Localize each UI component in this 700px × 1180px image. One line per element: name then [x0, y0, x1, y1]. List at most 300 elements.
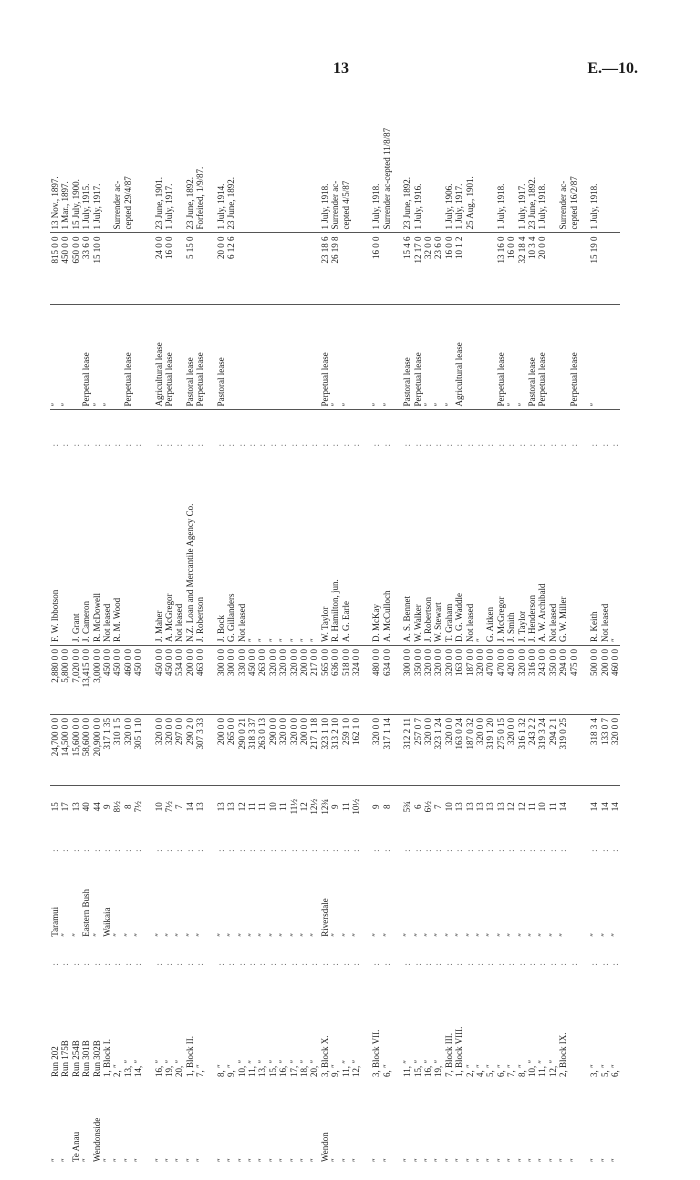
- spacer-cell: [361, 233, 371, 304]
- spacer-row: [579, 95, 589, 1165]
- cell-district: ″: [215, 1158, 226, 1162]
- cell-amount: 15 10 0: [92, 233, 102, 304]
- cell-dots: :: [381, 962, 392, 966]
- cell-district: ″: [298, 1158, 309, 1162]
- cell-district: ″: [267, 1158, 278, 1162]
- spacer-cell: [579, 410, 589, 479]
- cell-tenure: Pastoral lease: [402, 304, 412, 410]
- cell-dots3: :: [226, 442, 237, 447]
- table-row: [382, 95, 392, 1165]
- cell-run: ″: [475, 933, 486, 937]
- cell-rent: 200 0 0: [185, 646, 195, 715]
- cell-amount: [112, 233, 122, 304]
- cell-district: ″: [184, 1158, 195, 1162]
- cell-rent: 460 0 0: [123, 646, 133, 715]
- spacer-cell: [579, 646, 589, 715]
- table-row: [433, 95, 443, 1165]
- spacer-cell: [206, 873, 216, 940]
- cell-rent: 243 0 0: [537, 646, 547, 715]
- table-row: [226, 95, 236, 1165]
- cell-expiry: 23 June, 1901.: [154, 95, 164, 233]
- cell-section: 7, Block III.: [443, 1032, 454, 1077]
- cell-expiry: Surrender ac-: [558, 95, 568, 233]
- cell-district: ″: [236, 1158, 247, 1162]
- cell-lessee: A. McCulloch: [382, 479, 392, 646]
- cell-lessee: J. Smith: [506, 479, 516, 646]
- cell-section: [569, 988, 579, 1080]
- spacer-cell: [144, 786, 154, 827]
- spacer-cell: [361, 1080, 371, 1165]
- cell-tenure: [548, 304, 558, 410]
- cell-section: 2, ″: [112, 1064, 123, 1077]
- cell-amount: 12 17 0: [413, 233, 423, 304]
- cell-section: 15, ″: [412, 1059, 423, 1077]
- cell-dots: :: [609, 962, 620, 966]
- cell-dots3: :: [516, 442, 527, 447]
- cell-dots3: :: [278, 442, 289, 447]
- cell-dots: :: [423, 962, 433, 966]
- cell-lessee: G. W. Miller: [558, 479, 568, 646]
- cell-value: 316 1 32: [517, 715, 527, 786]
- cell-rent: 320 0 0: [423, 646, 433, 715]
- cell-section: 13, ″: [257, 1059, 268, 1077]
- spacer-cell: [144, 940, 154, 988]
- cell-rent: 7,020 0 0: [71, 646, 81, 715]
- table-row: [506, 95, 516, 1165]
- cell-value: 320 0 0: [423, 715, 433, 786]
- cell-dots: :: [112, 962, 123, 966]
- cell-lessee: [60, 479, 70, 646]
- cell-run: Waikaia: [102, 907, 113, 937]
- cell-dots3: :: [70, 442, 81, 447]
- page-number: 13: [333, 60, 349, 77]
- spacer-cell: [206, 233, 216, 304]
- cell-run: ″: [164, 933, 175, 937]
- cell-lessee: Not leased: [548, 479, 558, 646]
- cell-dots2: :: [257, 848, 268, 852]
- cell-dots2: :: [164, 848, 175, 852]
- cell-expiry: [133, 95, 143, 233]
- cell-section: 11, ″: [246, 1060, 257, 1077]
- cell-lessee: W. Stewart: [433, 479, 443, 646]
- spacer-cell: [144, 646, 154, 715]
- cell-expiry: 1 July, 1918.: [537, 95, 547, 233]
- cell-run: ″: [527, 933, 538, 937]
- cell-amount: [485, 233, 495, 304]
- cell-tenure: Perpetual lease: [569, 304, 579, 410]
- spacer-cell: [392, 479, 402, 646]
- cell-dots2: :: [174, 848, 185, 852]
- cell-dots3: :: [184, 442, 195, 447]
- cell-dots3: :: [527, 442, 538, 447]
- cell-dots: :: [267, 962, 278, 966]
- cell-value: 320 0 0: [164, 715, 174, 786]
- document-reference: E.—10.: [587, 60, 638, 77]
- cell-section: 13, ″: [122, 1059, 133, 1077]
- cell-section: 1, Block I.: [102, 1038, 113, 1077]
- cell-run: ″: [443, 933, 454, 937]
- cell-area: 11½: [288, 798, 299, 815]
- cell-run: ″: [309, 933, 320, 937]
- cell-dots: :: [371, 962, 382, 966]
- cell-section: Run 301B: [81, 1040, 92, 1077]
- cell-dots2: :: [60, 848, 71, 852]
- cell-district: ″: [412, 1158, 423, 1162]
- cell-dots2: :: [547, 848, 558, 852]
- cell-district: ″: [402, 1158, 413, 1162]
- cell-run: ″: [330, 933, 341, 937]
- cell-tenure: ″: [50, 304, 60, 410]
- cell-value: 200 0 0: [216, 715, 226, 786]
- cell-dots3: :: [330, 442, 341, 447]
- cell-amount: [195, 233, 205, 304]
- cell-expiry: 23 June, 1892.: [226, 95, 236, 233]
- table-row: [589, 95, 599, 1165]
- spacer-cell: [144, 827, 154, 873]
- cell-area: 10: [537, 802, 548, 812]
- cell-value: 259 1 0: [341, 715, 351, 786]
- cell-lessee: A. G. Earle: [341, 479, 351, 646]
- table-row: [517, 95, 527, 1165]
- cell-lessee: ″: [289, 479, 299, 646]
- cell-expiry: 23 June, 1892.: [185, 95, 195, 233]
- spacer-cell: [579, 304, 589, 410]
- cell-expiry: 1 July, 1917.: [164, 95, 174, 233]
- cell-run: ″: [412, 933, 423, 937]
- cell-dots2: :: [609, 848, 620, 852]
- cell-dots: :: [236, 962, 247, 966]
- cell-rent: 320 0 0: [444, 646, 454, 715]
- cell-section: 11, ″: [402, 1060, 413, 1077]
- cell-amount: 20 0 0: [216, 233, 226, 304]
- cell-dots3: :: [475, 442, 486, 447]
- cell-district: ″: [340, 1158, 351, 1162]
- cell-expiry: cepted 16/2/87: [569, 95, 579, 233]
- cell-dots2: :: [236, 848, 247, 852]
- cell-dots3: :: [246, 442, 257, 447]
- cell-lessee: [133, 479, 143, 646]
- cell-dots: :: [433, 962, 444, 966]
- cell-dots2: :: [288, 848, 299, 852]
- page-header: [0, 0, 700, 80]
- cell-dots: :: [506, 962, 517, 966]
- cell-value: 275 0 15: [496, 715, 506, 786]
- cell-dots2: :: [516, 848, 527, 852]
- cell-amount: 23 18 6: [320, 233, 330, 304]
- cell-area: 11: [278, 802, 289, 812]
- cell-amount: [247, 233, 257, 304]
- cell-amount: [341, 233, 351, 304]
- cell-dots3: :: [495, 442, 506, 447]
- cell-value: 162 1 0: [351, 715, 361, 786]
- cell-rent: 450 0 0: [112, 646, 122, 715]
- cell-rent: 320 0 0: [289, 646, 299, 715]
- cell-area: 13: [70, 802, 81, 812]
- cell-area: 8: [122, 804, 133, 809]
- cell-dots3: :: [599, 442, 610, 447]
- cell-expiry: [600, 95, 610, 233]
- cell-district: ″: [288, 1158, 299, 1162]
- cell-expiry: [289, 95, 299, 233]
- table-row: [289, 95, 299, 1165]
- cell-section: 14, ″: [133, 1059, 144, 1077]
- cell-section: 10, ″: [236, 1059, 247, 1077]
- cell-lessee: W. Walker: [413, 479, 423, 646]
- cell-value: 133 0 7: [600, 715, 610, 786]
- cell-district: ″: [330, 1158, 341, 1162]
- cell-section: 2, Block IX.: [558, 1032, 569, 1077]
- cell-district: ″: [454, 1158, 465, 1162]
- cell-district: ″: [558, 1158, 569, 1162]
- spacer-cell: [392, 304, 402, 410]
- table-row: [309, 95, 319, 1165]
- cell-district: ″: [506, 1158, 517, 1162]
- table-row: [330, 95, 340, 1165]
- cell-area: 7½: [133, 801, 144, 813]
- table-row: [71, 95, 81, 1165]
- spacer-cell: [206, 786, 216, 827]
- cell-dots: :: [464, 962, 475, 966]
- cell-dots2: :: [330, 848, 341, 852]
- cell-lessee: D. G. Waddle: [454, 479, 464, 646]
- cell-dots2: :: [102, 848, 113, 852]
- spacer-cell: [361, 715, 371, 786]
- runs-table: [50, 95, 620, 1165]
- cell-tenure: Pastoral lease: [185, 304, 195, 410]
- cell-dots: :: [589, 962, 600, 966]
- cell-dots3: :: [319, 442, 330, 447]
- cell-value: 163 0 24: [454, 715, 464, 786]
- cell-run: [569, 873, 579, 940]
- cell-rent: 450 0 0: [247, 646, 257, 715]
- cell-amount: [309, 233, 319, 304]
- cell-expiry: [433, 95, 443, 233]
- cell-tenure: ″: [589, 304, 599, 410]
- cell-amount: [548, 233, 558, 304]
- cell-section: 5, ″: [485, 1064, 496, 1077]
- cell-section: 16, ″: [278, 1059, 289, 1077]
- cell-section: 8, ″: [215, 1064, 226, 1077]
- cell-value: 217 1 18: [309, 715, 319, 786]
- cell-tenure: [610, 304, 620, 410]
- spacer-cell: [144, 988, 154, 1080]
- cell-expiry: cepted 29/4/87: [123, 95, 133, 233]
- cell-tenure: Perpetual lease: [123, 304, 133, 410]
- cell-area: 14: [558, 802, 569, 812]
- cell-run: ″: [278, 933, 289, 937]
- cell-expiry: 1 July, 1918.: [371, 95, 381, 233]
- cell-area: 12: [298, 802, 309, 812]
- cell-dots2: :: [319, 848, 330, 852]
- cell-run: ″: [153, 933, 164, 937]
- cell-value: 294 2 1: [548, 715, 558, 786]
- cell-area: 14: [609, 802, 620, 812]
- cell-tenure: [278, 304, 288, 410]
- cell-dots2: [569, 827, 579, 873]
- cell-expiry: 1 July, 1917.: [454, 95, 464, 233]
- cell-dots2: :: [443, 848, 454, 852]
- cell-expiry: [237, 95, 247, 233]
- cell-expiry: 1 July, 1918.: [589, 95, 599, 233]
- cell-expiry: 15 July, 1900.: [71, 95, 81, 233]
- cell-dots2: :: [215, 848, 226, 852]
- cell-dots2: :: [309, 848, 320, 852]
- cell-dots3: :: [60, 442, 71, 447]
- cell-rent: 300 0 0: [226, 646, 236, 715]
- cell-section: 11, ″: [340, 1060, 351, 1077]
- cell-dots: :: [330, 962, 341, 966]
- cell-district: ″: [174, 1158, 185, 1162]
- spacer-cell: [361, 95, 371, 233]
- spacer-cell: [144, 1080, 154, 1165]
- cell-amount: [475, 233, 485, 304]
- table-row: [423, 95, 433, 1165]
- table-row: [112, 95, 122, 1165]
- cell-run: Taramui: [50, 906, 60, 937]
- cell-value: [569, 715, 579, 786]
- table-row: [247, 95, 257, 1165]
- cell-dots3: :: [589, 442, 600, 447]
- cell-lessee: N.Z. Loan and Mercantile Agency Co.: [185, 479, 195, 646]
- cell-area: 13: [195, 802, 206, 812]
- cell-expiry: [610, 95, 620, 233]
- cell-dots2: :: [226, 848, 237, 852]
- spacer-cell: [392, 646, 402, 715]
- cell-tenure: ″: [382, 304, 392, 410]
- cell-section: 18, ″: [298, 1059, 309, 1077]
- cell-amount: 32 18 4: [517, 233, 527, 304]
- cell-district: ″: [568, 1158, 579, 1162]
- cell-dots3: :: [454, 442, 465, 447]
- cell-amount: [351, 233, 361, 304]
- cell-section: Run 175B: [60, 1040, 71, 1077]
- cell-dots: :: [558, 962, 569, 966]
- cell-tenure: ″: [102, 304, 112, 410]
- table-row: [133, 95, 143, 1165]
- table-row: [237, 95, 247, 1165]
- cell-expiry: 1 July, 1918.: [320, 95, 330, 233]
- cell-dots: :: [599, 962, 610, 966]
- table-row: [257, 95, 267, 1165]
- cell-amount: 24 0 0: [154, 233, 164, 304]
- cell-value: 323 1 10: [320, 715, 330, 786]
- cell-rent: 300 0 0: [402, 646, 412, 715]
- cell-expiry: 1 July, 1906.: [444, 95, 454, 233]
- cell-value: 319 0 25: [558, 715, 568, 786]
- cell-dots: :: [164, 962, 175, 966]
- cell-area: 12: [516, 802, 527, 812]
- cell-expiry: [278, 95, 288, 233]
- spacer-cell: [579, 715, 589, 786]
- cell-expiry: 1 July, 1916.: [413, 95, 423, 233]
- cell-value: 320 0 0: [154, 715, 164, 786]
- cell-tenure: [226, 304, 236, 410]
- cell-dots: :: [340, 962, 351, 966]
- spacer-cell: [392, 715, 402, 786]
- cell-expiry: [548, 95, 558, 233]
- cell-section: 19, ″: [433, 1059, 444, 1077]
- cell-dots2: :: [298, 848, 309, 852]
- cell-dots2: :: [133, 848, 144, 852]
- cell-rent: 518 0 0: [341, 646, 351, 715]
- cell-tenure: [309, 304, 319, 410]
- cell-value: 307 3 33: [195, 715, 205, 786]
- cell-value: 320 0 0: [610, 715, 620, 786]
- spacer-cell: [206, 410, 216, 479]
- cell-expiry: 23 June, 1892.: [402, 95, 412, 233]
- cell-dots2: :: [495, 848, 506, 852]
- cell-lessee: R. Keith: [589, 479, 599, 646]
- cell-rent: 475 0 0: [569, 646, 579, 715]
- table-row: [102, 95, 112, 1165]
- table-row: [320, 95, 330, 1165]
- cell-dots3: :: [443, 442, 454, 447]
- cell-district: ″: [371, 1158, 382, 1162]
- cell-dots: :: [485, 962, 496, 966]
- cell-amount: [268, 233, 278, 304]
- cell-district: ″: [485, 1158, 496, 1162]
- cell-dots3: :: [568, 442, 579, 447]
- cell-area: 7: [433, 804, 444, 809]
- cell-dots: :: [568, 962, 579, 966]
- cell-area: 7: [174, 804, 185, 809]
- cell-expiry: [309, 95, 319, 233]
- cell-district: ″: [547, 1158, 558, 1162]
- cell-amount: 26 19 8: [330, 233, 340, 304]
- cell-section: 8, ″: [516, 1064, 527, 1077]
- cell-dots: :: [278, 962, 289, 966]
- cell-district: Te Anau: [70, 1131, 81, 1162]
- cell-area: 44: [91, 802, 102, 812]
- cell-district: ″: [350, 1158, 361, 1162]
- cell-district: ″: [309, 1158, 320, 1162]
- cell-area: 9: [371, 804, 382, 809]
- cell-amount: 15 19 0: [589, 233, 599, 304]
- cell-area: 40: [81, 802, 92, 812]
- cell-dots3: :: [547, 442, 558, 447]
- cell-district: ″: [495, 1158, 506, 1162]
- cell-tenure: [112, 304, 122, 410]
- cell-dots: :: [122, 962, 133, 966]
- cell-dots3: :: [506, 442, 517, 447]
- cell-rent: 316 0 0: [527, 646, 537, 715]
- cell-value: 14,500 0 0: [60, 715, 70, 786]
- cell-section: 16, ″: [153, 1059, 164, 1077]
- table-row: [216, 95, 226, 1165]
- cell-dots: :: [246, 962, 257, 966]
- spacer-cell: [206, 827, 216, 873]
- cell-value: 200 0 0: [299, 715, 309, 786]
- cell-run: ″: [609, 933, 620, 937]
- cell-rent: 450 0 0: [154, 646, 164, 715]
- cell-value: 243 2 2: [527, 715, 537, 786]
- spacer-cell: [579, 940, 589, 988]
- cell-lessee: G. Aitken: [485, 479, 495, 646]
- cell-rent: 217 0 0: [309, 646, 319, 715]
- cell-value: 257 0 7: [413, 715, 423, 786]
- cell-amount: 10 1 2: [454, 233, 464, 304]
- cell-dots: :: [319, 962, 330, 966]
- spacer-cell: [361, 410, 371, 479]
- cell-section: 3, ″: [589, 1064, 600, 1077]
- cell-amount: [569, 233, 579, 304]
- cell-dots: :: [475, 962, 486, 966]
- cell-area: 13: [495, 802, 506, 812]
- cell-rent: 350 0 0: [548, 646, 558, 715]
- cell-dots3: :: [215, 442, 226, 447]
- cell-section: Run 254B: [70, 1040, 81, 1077]
- cell-dots: :: [50, 962, 60, 966]
